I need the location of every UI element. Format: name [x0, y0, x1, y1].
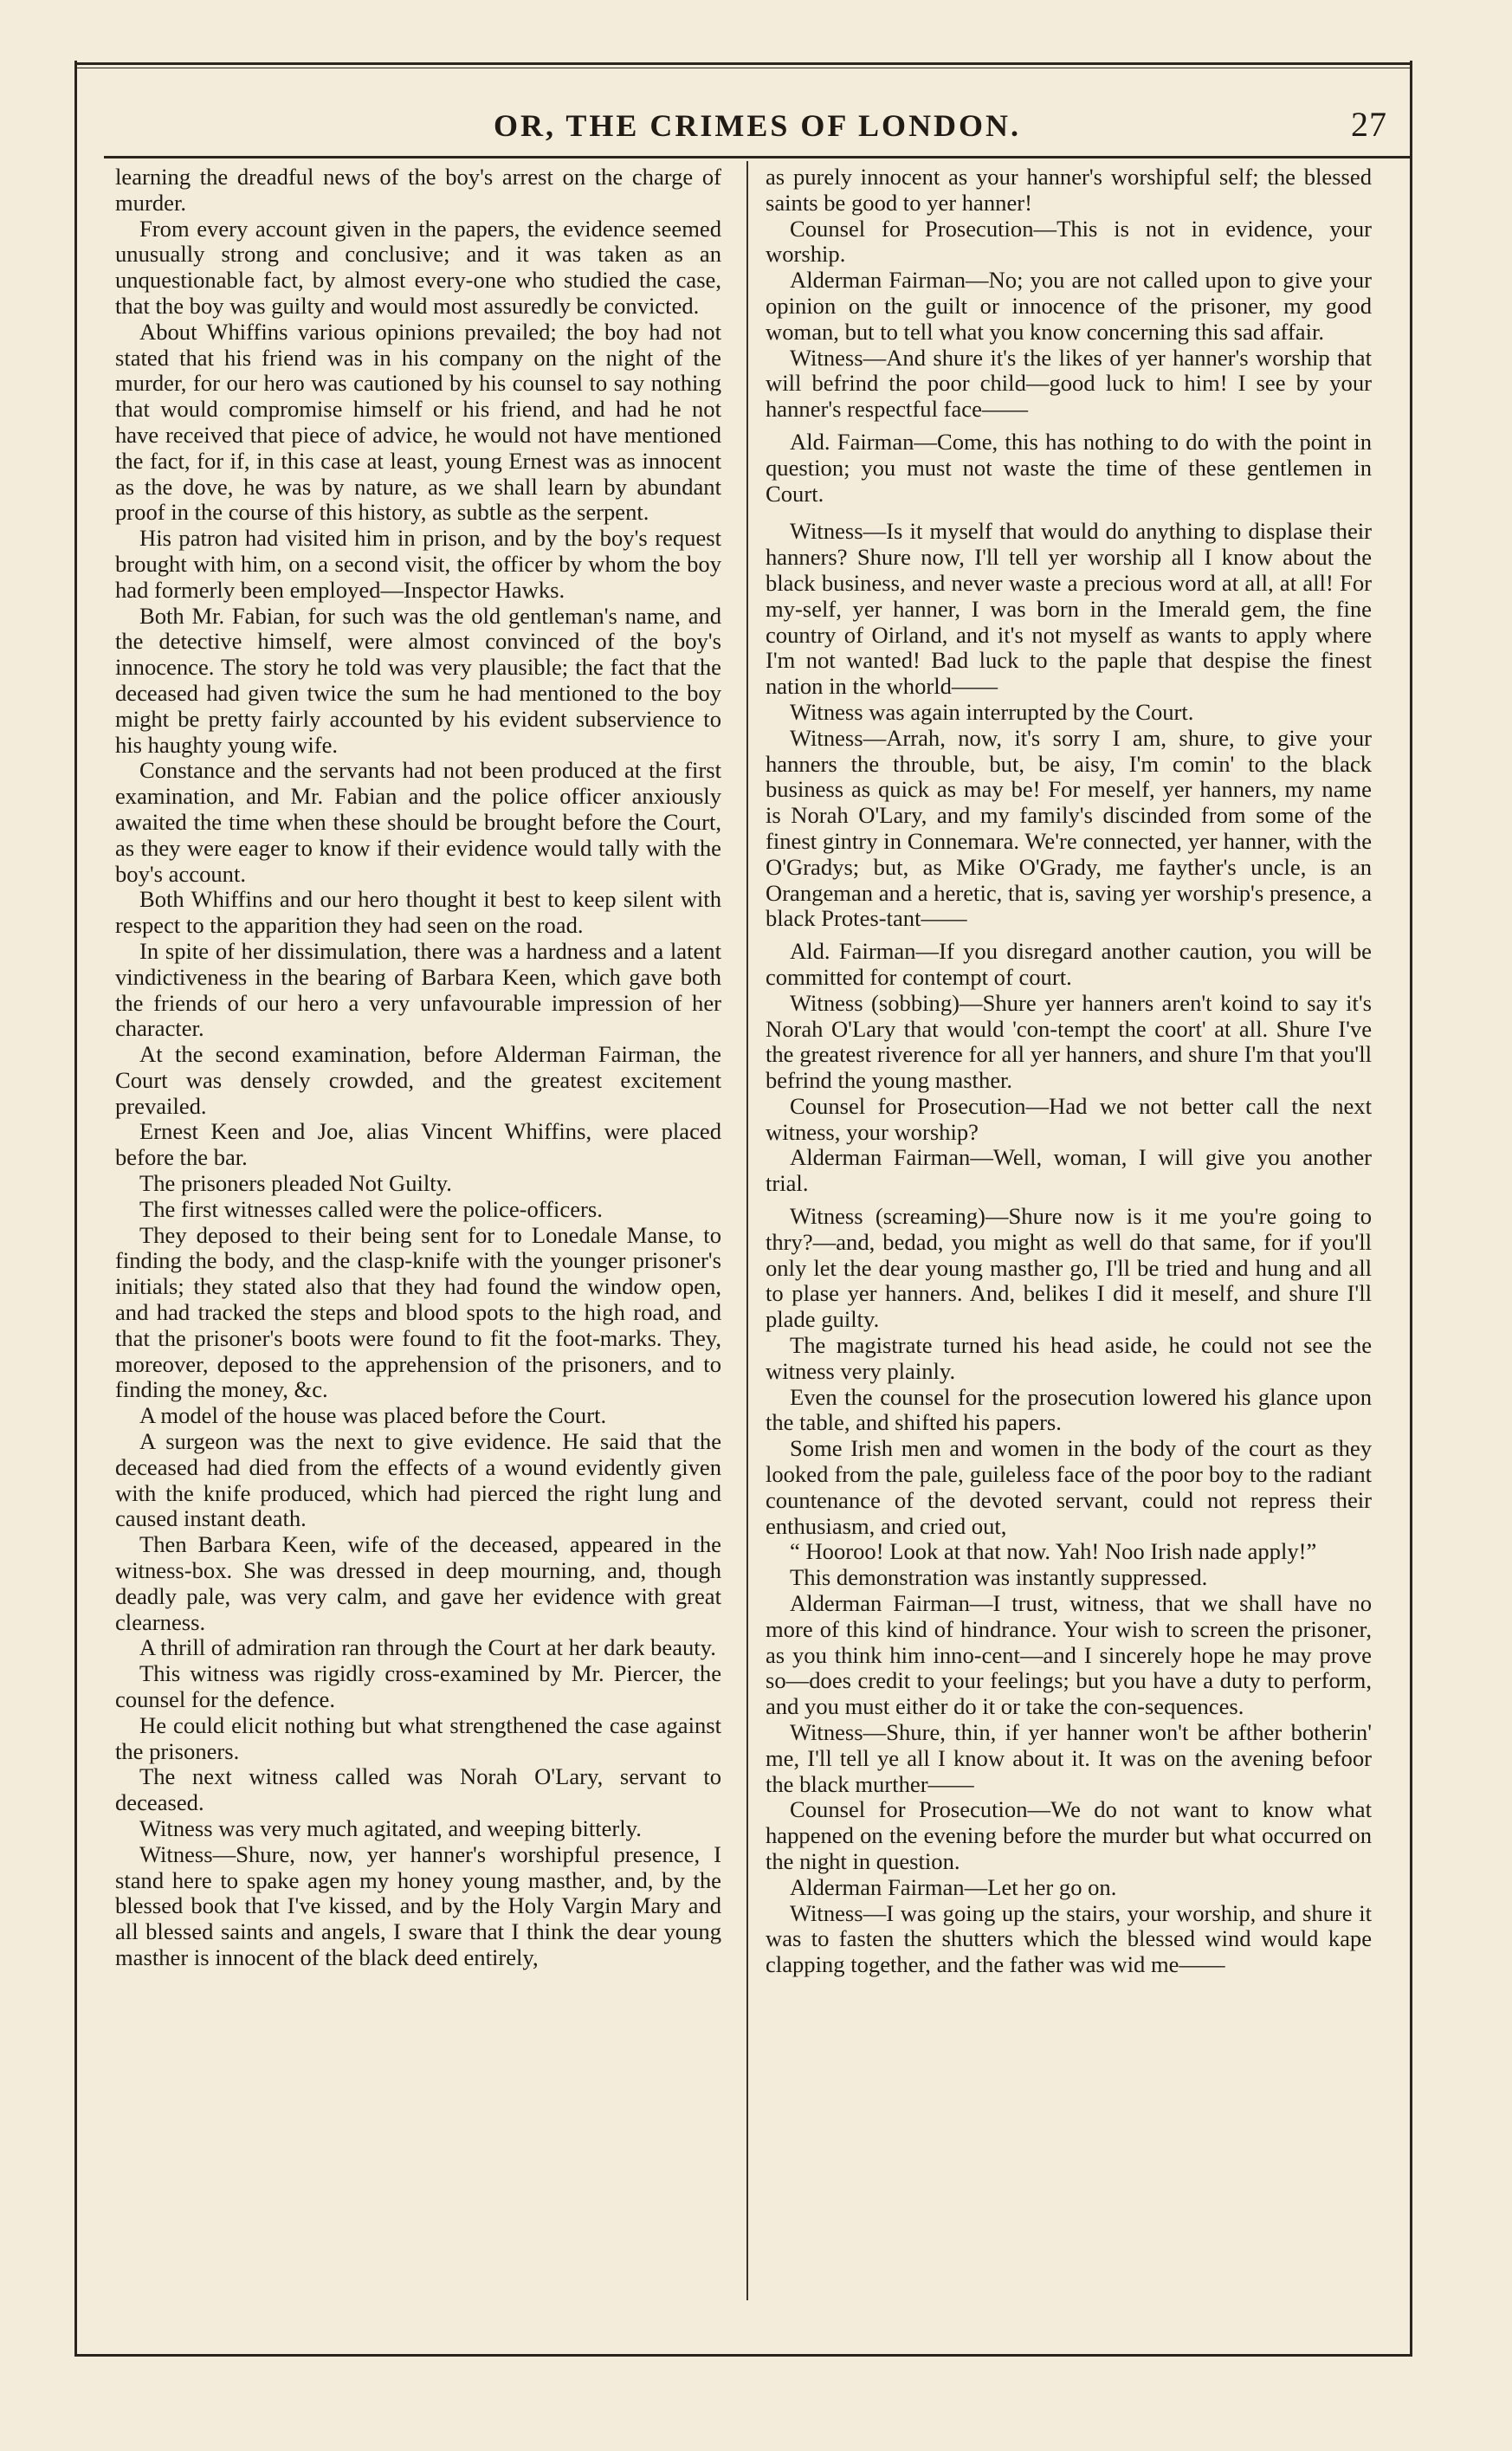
paragraph: Both Whiffins and our hero thought it best to keep silent with respect to the apparition they had seen on the road.: [115, 886, 721, 939]
paragraph: Ald. Fairman—Come, this has nothing to do with the point in question; you must not waste the time of these gentlemen in Court.: [766, 428, 1372, 507]
paragraph: Constance and the servants had not been produced at the first examination, and Mr. Fabian and the police officer anxiously awaited the time when these should be brought before the Court, as they were eager to know if their evidence would tally with the boy's account.: [115, 757, 721, 887]
running-title: OR, THE CRIMES OF LONDON.: [494, 108, 1022, 143]
paragraph: A thrill of admiration ran through the Court at her dark beauty.: [139, 1634, 716, 1661]
paragraph: Witness—Shure, thin, if yer hanner won't be afther botherin' me, I'll tell ye all I know about it. It was on the avening befoor the black murther——: [766, 1719, 1372, 1797]
paragraph: Witness—Is it myself that would do anything to displase their hanners? Shure now, I'll tell yer worship all I know about the black business, and never waste a precious word at all, at all! For my-self, yer hanner, I was born in the Imerald gem, the fine country of Oirland, and it's not myself as wants to apply where I'm not wanted! Bad luck to the paple that despise the finest nation in the whorld——: [766, 518, 1372, 700]
paragraph: In spite of her dissimulation, there was a hardness and a latent vindictiveness in the bearing of Barbara Keen, which gave both the friends of our hero a very unfavourable impression of her character.: [115, 937, 721, 1042]
paragraph: Witness was very much agitated, and weeping bitterly.: [139, 1815, 642, 1841]
paragraph: learning the dreadful news of the boy's arrest on the charge of murder.: [115, 164, 721, 216]
paragraph: The first witnesses called were the police-officers.: [139, 1195, 603, 1222]
paragraph: “ Hooroo! Look at that now. Yah! Noo Irish nade apply!”: [790, 1538, 1317, 1565]
paragraph: A surgeon was the next to give evidence. He said that the deceased had died from the effects of a wound evidently given with the knife produced, which had pierced the right lung and caused instant death.: [115, 1428, 721, 1532]
page-border-left: [74, 61, 77, 2356]
paragraph: Ald. Fairman—If you disregard another caution, you will be committed for contempt of court.: [766, 938, 1372, 990]
paragraph: Witness—Arrah, now, it's sorry I am, shure, to give your hanners the throuble, but, be aisy, I'm comin' to the black business as quick as may be! For meself, yer hanners, my name is Norah O'Lary, and my family's discinded from some of the finest gintry in Connemara. We're connected, yer hanner, with the O'Gradys; but, as Mike O'Grady, me fayther's uncle, is an Orangeman and a heretic, that is, saving yer worship's presence, a black Protes-tant——: [766, 724, 1372, 932]
paragraph: They deposed to their being sent for to Lonedale Manse, to finding the body, and the clasp-knife with the younger prisoner's initials; they stated also that they had found the window open, and had tracked the steps and blood spots to the high road, and that the prisoner's boots were found to fit the foot-marks. They, moreover, deposed to the apprehension of the prisoners, and to finding the money, &c.: [115, 1221, 721, 1403]
paragraph: Witness—Shure, now, yer hanner's worshipful presence, I stand here to spake agen my honey young masther, and, by the blessed book that I've kissed, and by the Holy Vargin Mary and all blessed saints and angels, I sware that I think the dear young masther is innocent of the black deed entirely,: [115, 1840, 721, 1970]
paragraph: About Whiffins various opinions prevailed; the boy had not stated that his friend was in his company on the night of the murder, for our hero was cautioned by his counsel to say nothing that would compromise himself or his friend, and had he not have received that piece of advice, he would not have mentioned the fact, for if, in this case at least, young Ernest was as innocent as the dove, he was by nature, as we shall learn by abundant proof in the course of this history, as subtle as the serpent.: [115, 318, 721, 526]
paragraph: From every account given in the papers, the evidence seemed unusually strong and conclusive; and it was taken as an unquestionable fact, by almost every-one who studied the case, that the boy was guilty and would most assuredly be convicted.: [115, 215, 721, 319]
paragraph: Witness (sobbing)—Shure yer hanners aren't koind to say it's Norah O'Lary that would 'con-tempt the coort' at all. Shure I've the greatest riverence for all yer hanners, and shure I'm that you'll befrind the young masther.: [766, 989, 1372, 1094]
paragraph: Then Barbara Keen, wife of the deceased, appeared in the witness-box. She was dressed in deep mourning, and, though deadly pale, was very calm, and gave her evidence with great clearness.: [115, 1531, 721, 1635]
page-number: 27: [1351, 105, 1387, 144]
running-header: [104, 97, 1394, 149]
paragraph: Witness—I was going up the stairs, your worship, and shure it was to fasten the shutters which the blessed wind would kape clapping together, and the father was wid me——: [766, 1899, 1372, 1978]
paragraph: The next witness called was Norah O'Lary, servant to deceased.: [115, 1763, 721, 1816]
paragraph: This witness was rigidly cross-examined by Mr. Piercer, the counsel for the defence.: [115, 1660, 721, 1713]
paragraph: His patron had visited him in prison, and by the boy's request brought with him, on a second visit, the officer by whom the boy had formerly been employed—Inspector Hawks.: [115, 525, 721, 603]
header-rule: [104, 156, 1412, 158]
page-border-top: [74, 62, 1412, 65]
paragraph: Witness (screaming)—Shure now is it me you're going to thry?—and, bedad, you might as well do that same, for if you'll only let the dear young masther go, I'll be tried and hung and all to plase yer hanners. And, belikes I did it meself, and shure I'll plade guilty.: [766, 1203, 1372, 1333]
paragraph: The prisoners pleaded Not Guilty.: [139, 1170, 452, 1197]
paragraph: Counsel for Prosecution—We do not want to know what happened on the evening before the murder but what occurred on the night in question.: [766, 1796, 1372, 1874]
column-divider: [746, 161, 748, 2300]
paragraph: Alderman Fairman—No; you are not called upon to give your opinion on the guilt or innocence of the prisoner, my good woman, but to tell what you know concerning this sad affair.: [766, 267, 1372, 345]
page-border-bottom: [74, 2354, 1412, 2357]
paragraph: Counsel for Prosecution—Had we not better call the next witness, your worship?: [766, 1092, 1372, 1145]
paragraph: Witness—And shure it's the likes of yer hanner's worship that will befrind the poor child—good luck to him! I see by your hanner's respectful face——: [766, 344, 1372, 423]
paragraph: The magistrate turned his head aside, he could not see the witness very plainly.: [766, 1332, 1372, 1384]
right-column: [766, 165, 1372, 1978]
paragraph: This demonstration was instantly suppressed.: [790, 1564, 1208, 1591]
paragraph: Counsel for Prosecution—This is not in evidence, your worship.: [766, 215, 1372, 268]
paragraph: Alderman Fairman—Let her go on.: [790, 1873, 1117, 1900]
paragraph: Alderman Fairman—Well, woman, I will give you another trial.: [766, 1144, 1372, 1197]
page-border-right: [1410, 61, 1412, 2356]
paragraph: A model of the house was placed before the Court.: [139, 1402, 607, 1429]
paragraph: Alderman Fairman—I trust, witness, that we shall have no more of this kind of hindrance. Your wish to screen the prisoner, as you think him inno-cent—and I sincerely hope he may prove so—does credit to your feelings; but you have a duty to perform, and you must either do it or take the con-sequences.: [766, 1590, 1372, 1720]
paragraph: At the second examination, before Alderman Fairman, the Court was densely crowded, and the greatest excitement prevailed.: [115, 1041, 721, 1119]
paragraph: Witness was again interrupted by the Court.: [790, 698, 1194, 725]
paragraph: Both Mr. Fabian, for such was the old gentleman's name, and the detective himself, were almost convinced of the boy's innocence. The story he told was very plausible; the fact that the deceased had given twice the sum he had mentioned to the boy might be pretty fairly accounted by his evident subservience to his haughty young wife.: [115, 602, 721, 758]
paragraph: He could elicit nothing but what strengthened the case against the prisoners.: [115, 1711, 721, 1764]
paragraph: Even the counsel for the prosecution lowered his glance upon the table, and shifted his papers.: [766, 1383, 1372, 1436]
paragraph: Ernest Keen and Joe, alias Vincent Whiffins, were placed before the bar.: [115, 1118, 721, 1171]
left-column: [115, 165, 721, 1971]
paragraph: Some Irish men and women in the body of the court as they looked from the pale, guileless face of the poor boy to the radiant countenance of the devoted servant, could not repress their enthusiasm, and cried out,: [766, 1435, 1372, 1539]
paragraph: as purely innocent as your hanner's worshipful self; the blessed saints be good to yer hanner!: [766, 164, 1372, 216]
